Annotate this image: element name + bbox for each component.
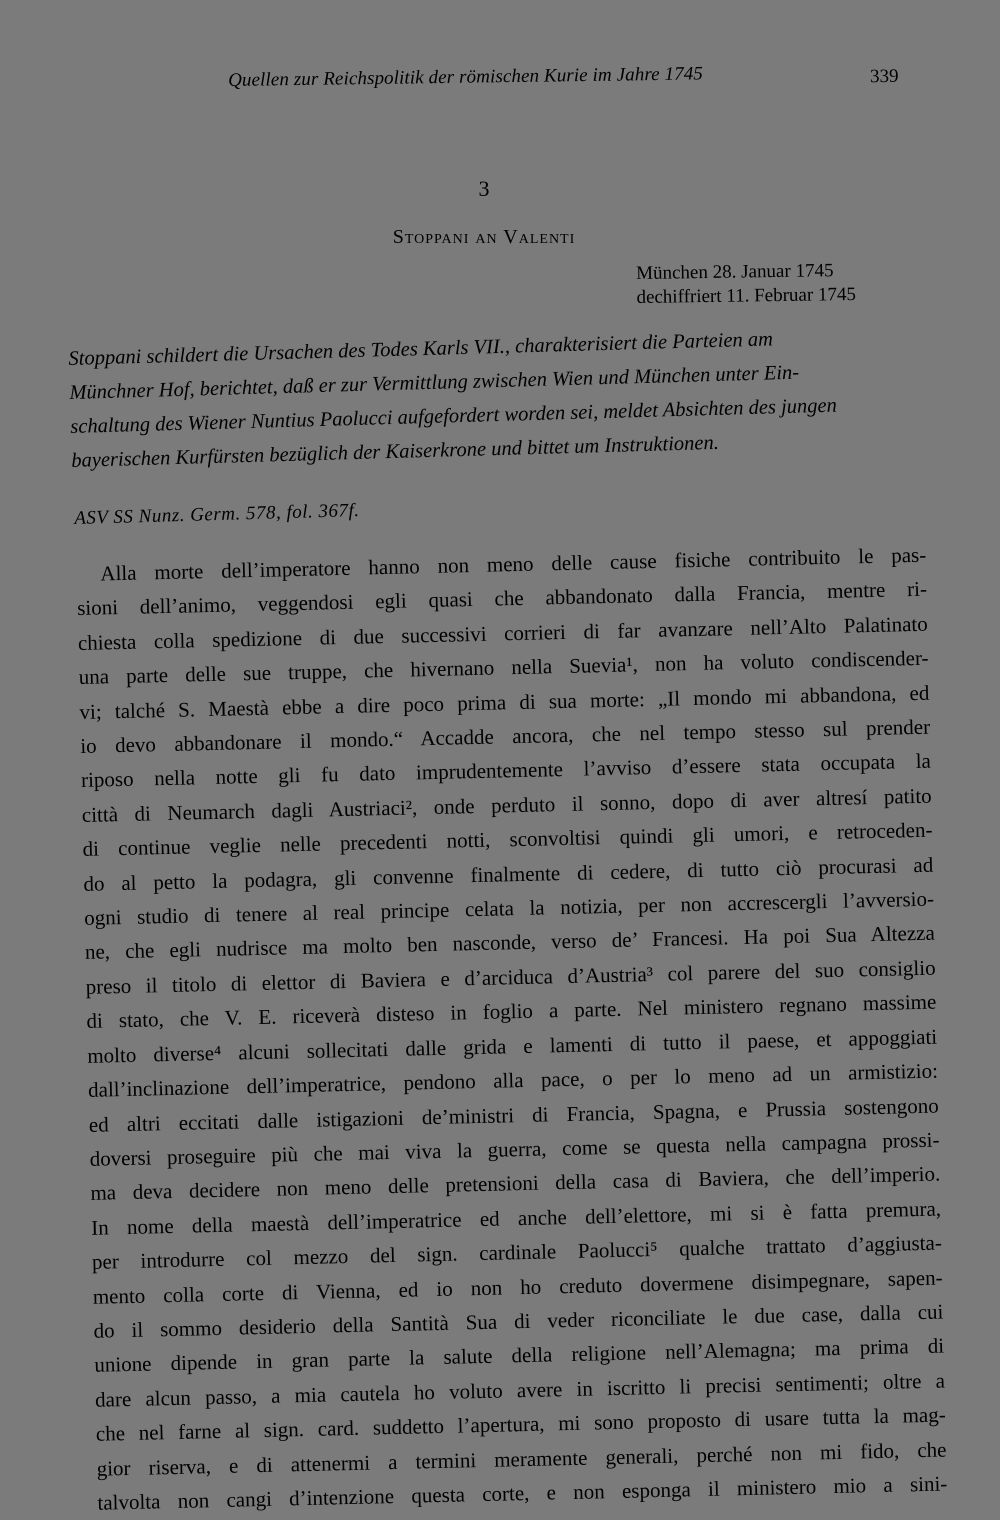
body-line: ne, che egli nudrisce ma molto ben nasconde, verso de’ Francesi. Ha poi Sua Altezza <box>84 921 936 965</box>
body-line: do al petto la podagra, gli convenne finalmente di cedere, di tutto ciò procurasi ad <box>83 852 934 896</box>
body-line: doversi proseguire più che mai viva la guerra, come se questa nella campagna prossi- <box>89 1127 940 1171</box>
body-line: ma deva decidere non meno delle pretensioni della casa di Baviera, che dell’imperio. <box>90 1161 941 1206</box>
letter-body <box>76 538 948 1520</box>
regest <box>68 318 921 478</box>
body-line: chiesta colla spedizione di due successivi corrieri di far avanzare nell’Alto Palatinato <box>77 611 929 655</box>
body-line: di continue veglie nelle precedenti notti, sconvoltisi quindi gli umori, e retroceden- <box>82 817 933 862</box>
regest-line: Münchner Hof, berichtet, daß er zur Vermittlung zwischen Wien und München unter Ein- <box>69 361 800 404</box>
archival-source: ASV SS Nunz. Germ. 578, fol. 367f. <box>74 500 360 529</box>
regest-line: bayerischen Kurfürsten bezüglich der Kaiserkrone und bittet um Instruktionen. <box>71 431 720 472</box>
body-line: preso il titolo di elettor di Baviera e d’arciduca d’Austria³ col parere del suo consiglio <box>85 955 936 999</box>
body-line: sioni dell’animo, veggendosi egli quasi che abbandonato dalla Francia, mentre ri- <box>76 577 928 621</box>
running-title: Quellen zur Reichspolitik der römischen Kurie im Jahre 1745 <box>228 63 704 91</box>
body-line: io devo abbandonare il mondo.“ Accadde ancora, che nel tempo stesso sul prender <box>80 714 931 758</box>
body-line: dall’inclinazione dell’imperatrice, pendono alla pace, o per lo meno ad un armistizio: <box>87 1058 939 1102</box>
body-line: una parte delle sue truppe, che hivernano nella Suevia¹, non ha voluto condiscender- <box>78 645 929 690</box>
body-line: unione dipende in gran parte la salute della religione nell’Alemagna; ma prima di <box>94 1333 945 1378</box>
body-line: talvolta non cangi d’intenzione questa corte, e non esponga il ministero mio a sini- <box>97 1471 948 1515</box>
page-number: 339 <box>869 65 899 88</box>
dateline-place-date: München 28. Januar 1745 <box>636 260 834 284</box>
body-line: In nome della maestà dell’imperatrice ed anche dell’elettore, mi si è fatta premura, <box>90 1196 942 1240</box>
body-line: vi; talché S. Maestà ebbe a dire poco prima di sua morte: „Il mondo mi abbandona, ed <box>79 680 930 724</box>
regest-line: Stoppani schildert die Ursachen des Todes Karls VII., charakterisiert die Parteien am <box>68 328 774 370</box>
body-line: gior riserva, e di attenermi a termini meramente generali, perché non mi fido, che <box>96 1437 947 1481</box>
body-line: che nel farne al sign. card. suddetto l’apertura, mi sono proposto di usare tutta la mag- <box>95 1402 946 1446</box>
body-line: Alla morte dell’imperatore hanno non meno delle cause fisiche contribuito le pas- <box>100 542 927 586</box>
dateline-deciphered: dechiffriert 11. Februar 1745 <box>636 283 857 308</box>
body-line: città di Neumarch dagli Austriaci², onde perduto il sonno, dopo di aver altresí patito <box>81 783 932 827</box>
body-line: molto diverse⁴ alcuni sollecitati dalle grida e lamenti di tutto il paese, et appoggiati <box>87 1024 938 1068</box>
regest-line: schaltung des Wiener Nuntius Paolucci aufgefordert worden sei, meldet Absichten des jungen <box>70 394 838 438</box>
body-line: ed altri eccitati dalle istigazioni de’ministri di Francia, Spagna, e Prussia sostengono <box>88 1093 939 1137</box>
body-line: mento colla corte di Vienna, ed io non ho creduto dovermene disimpegnare, sapen- <box>92 1265 943 1309</box>
body-line: per introdurre col mezzo del sign. cardinale Paolucci⁵ qualche trattato d’aggiusta- <box>91 1230 943 1274</box>
dateline <box>636 259 856 310</box>
body-line: dare alcun passo, a mia cautela ho voluto avere in iscritto li precisi sentimenti; oltre a <box>94 1368 946 1412</box>
body-line: riposo nella notte gli fu dato imprudentemente l’avviso d’essere stata occupata la <box>80 749 932 793</box>
body-line: di stato, che V. E. riceverà disteso in foglio a parte. Nel ministero regnano massime <box>86 989 937 1034</box>
body-line: do il sommo desiderio della Santità Sua di veder riconciliate le due case, dalla cui <box>93 1299 944 1343</box>
body-line: ogni studio di tenere al real principe celata la notizia, per non accrescergli l’avversio- <box>83 886 935 930</box>
document-number: 3 <box>478 176 490 201</box>
document-title: Stoppani an Valenti <box>392 226 576 248</box>
